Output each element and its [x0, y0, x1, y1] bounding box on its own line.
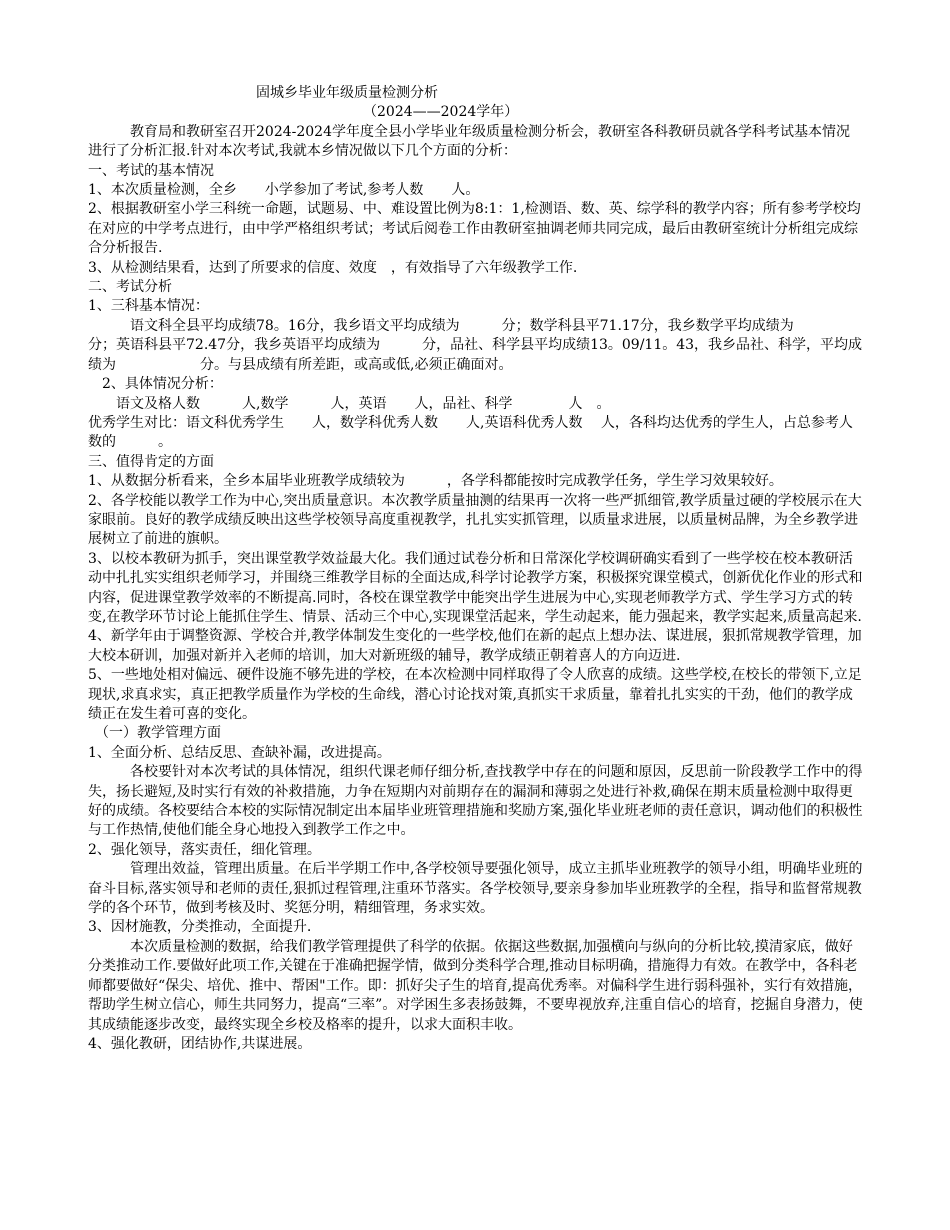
- document-subtitle: （2024——2024学年）: [363, 104, 519, 121]
- document-body: [88, 123, 863, 1055]
- paragraph: 2、各学校能以教学工作为中心,突出质量意识。本次教学质量抽测的结果再一次将一些严抓细管,教学质量过硬的学校展示在大家眼前。良好的教学成绩反映出这些学校领导高度重视教学，扎扎实实抓管理，以质量求进展，以质量树品牌，为全乡教学进展树立了前进的旗帜。: [88, 492, 862, 548]
- paragraph: 语文科全县平均成绩78。16分，我乡语文平均成绩为 分；数学科县平71.17分，我乡数学平均成绩为 分；英语科县平72.47分，我乡英语平均成绩为 分，品社、科学县平均成绩13。09/11。43，我乡品社、科学，平均成绩为 分。与县成绩有所差距，或高或低,必须正确面对。: [88, 317, 863, 373]
- paragraph: 1、本次质量检测，全乡 小学参加了考试,参考人数 人。: [88, 182, 480, 199]
- paragraph: 4、新学年由于调整资源、学校合并,教学体制发生变化的一些学校,他们在新的起点上想办法、谋进展，狠抓常规教学管理，加大校本研训，加强对新并入老师的培训，加大对新班级的辅导，教学成绩正朝着喜人的方向迈进.: [88, 628, 862, 664]
- heading-section-3: 三、值得肯定的方面: [88, 453, 214, 470]
- paragraph: 3、以校本教研为抓手，突出课堂教学效益最大化。我们通过试卷分析和日常深化学校调研确实看到了一些学校在校本教研活动中扎扎实实组织老师学习，并围绕三维教学目标的全面达成,科学讨论教学方案，积极探究课堂模式，创新优化作业的形式和内容，促进课堂教学效率的不断提高.同时，各校在课堂教学中能突出学生进展为中心,实现老师教学方式、学生学习方式的转变,在教学环节讨论上能抓住学生、情景、活动三个中心,实现课堂活起来，学生动起来，能力强起来，教学实起来,质量高起来.: [88, 550, 863, 625]
- subheading: 4、强化教研，团结协作,共谋进展。: [88, 1035, 312, 1052]
- paragraph: 优秀学生对比：语文科优秀学生 人，数学科优秀人数 人,英语科优秀人数 人，各科均达优秀的学生人，占总参考人数的 。: [88, 414, 853, 451]
- heading-section-1: 一、考试的基本情况: [88, 162, 214, 179]
- subheading: 2、具体情况分析：: [88, 376, 223, 393]
- subheading: （一）教学管理方面: [88, 725, 221, 742]
- subheading: 2、强化领导，落实责任，细化管理。: [88, 841, 321, 858]
- paragraph: 2、根据教研室小学三科统一命题，试题易、中、难设置比例为8:1：1,检测语、数、英、综学科的教学内容；所有参考学校均在对应的中学考点进行，由中学严格组织考试；考试后阅卷工作由教研室抽调老师共同完成，最后由教研室统计分析组完成综合分析报告.: [88, 201, 861, 257]
- paragraph: 各校要针对本次考试的具体情况，组织代课老师仔细分析,查找教学中存在的问题和原因，反思前一阶段教学工作中的得失，扬长避短,及时实行有效的补救措施，力争在短期内对前期存在的漏洞和薄弱之处进行补救,确保在期末质量检测中取得更好的成绩。各校要结合本校的实际情况制定出本届毕业班管理措施和奖励方案,强化毕业班老师的责任意识，调动他们的积极性与工作热情,使他们能全身心地投入到教学工作之中。: [88, 764, 863, 839]
- paragraph-intro: 教育局和教研室召开2024-2024学年度全县小学毕业年级质量检测分析会，教研室各科教研员就各学科考试基本情况进行了分析汇报.针对本次考试,我就本乡情况做以下几个方面的分析：: [88, 123, 850, 160]
- subheading: 3、因材施教，分类推动，全面提升.: [88, 919, 312, 936]
- paragraph: 本次质量检测的数据，给我们教学管理提供了科学的依据。依据这些数据,加强横向与纵向的分析比较,摸清家底，做好分类推动工作.要做好此项工作,关键在于准确把握学情，做到分类科学合理,推动目标明确，措施得力有效。在教学中，各科老师都要做好“保尖、培优、推中、帮困"工作。即：抓好尖子生的培育,提高优秀率。对偏科学生进行弱科强补，实行有效措施，帮助学生树立信心，师生共同努力，提高“三率”。对学困生多表扬鼓舞，不要卑视放弃,注重自信心的培育，挖掘自身潜力，使其成绩能逐步改变，最终实现全乡校及格率的提升，以求大面积丰收。: [88, 938, 863, 1033]
- paragraph: 1、从数据分析看来，全乡本届毕业班教学成绩较为 ，各学科都能按时完成教学任务，学生学习效果较好。: [88, 473, 783, 490]
- heading-section-2: 二、考试分析: [88, 279, 172, 296]
- paragraph: 语文及格人数 人,数学 人，英语 人，品社、科学 人 。: [88, 395, 611, 412]
- paragraph: 管理出效益，管理出质量。在后半学期工作中,各学校领导要强化领导，成立主抓毕业班教学的领导小组，明确毕业班的奋斗目标,落实领导和老师的责任,狠抓过程管理,注重环节落实。各学校领导,要亲身参加毕业班教学的全程，指导和监督常规教学的各个环节，做到考核及时、奖惩分明，精细管理，务求实效。: [88, 861, 863, 917]
- document-page: [88, 84, 863, 1054]
- paragraph: 5、一些地处相对偏远、硬件设施不够先进的学校，在本次检测中同样取得了令人欣喜的成绩。这些学校,在校长的带领下,立足现状,求真求实，真正把教学质量作为学校的生命线，潜心讨论找对策,真抓实干求质量，靠着扎扎实实的干劲，他们的教学成绩正在发生着可喜的变化。: [88, 667, 862, 722]
- subheading: 1、全面分析、总结反思、查缺补漏，改进提高。: [88, 744, 391, 761]
- document-title: 固城乡毕业年级质量检测分析: [256, 85, 438, 101]
- paragraph: 3、从检测结果看，达到了所要求的信度、效度 ，有效指导了六年级教学工作.: [88, 259, 578, 276]
- subheading: 1、三科基本情况：: [88, 298, 209, 315]
